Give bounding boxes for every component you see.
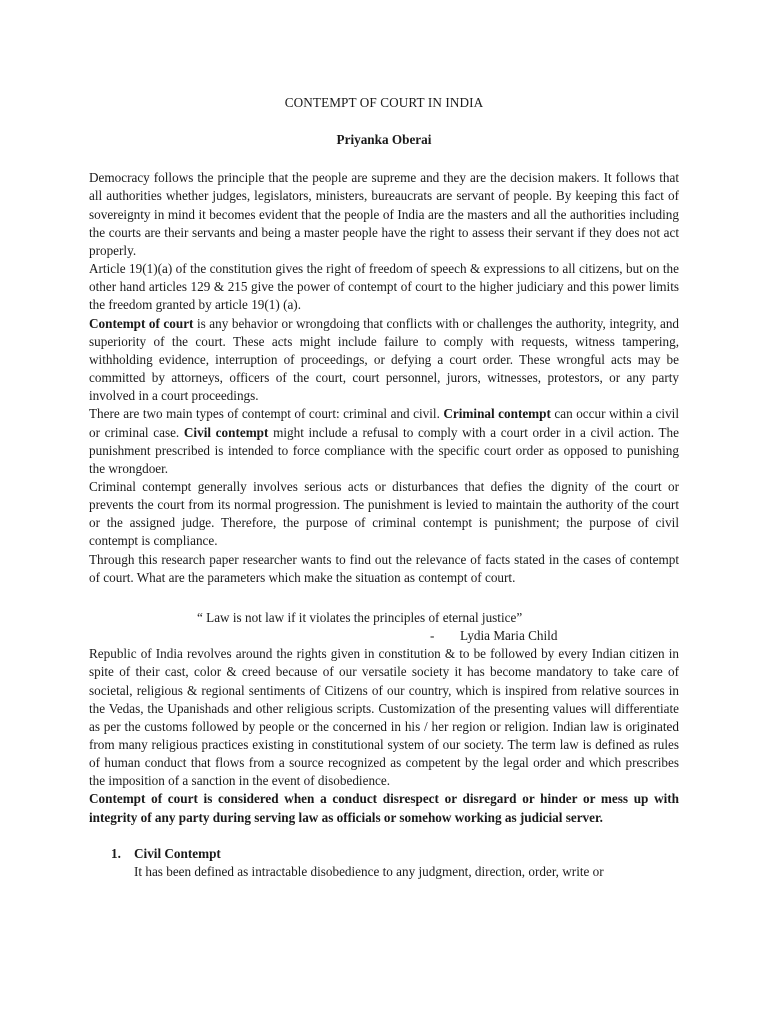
paragraph-types-of-contempt xyxy=(89,405,679,478)
list-item-body: It has been defined as intractable disobedience to any judgment, direction, order, write or xyxy=(134,863,604,879)
contempt-types-list xyxy=(89,845,679,881)
term-criminal-contempt: Criminal contempt xyxy=(443,406,551,422)
paragraph-criminal-contempt: Criminal contempt generally involves serious acts or disturbances that defies the dignity of the court or prevents the court from its normal progression. The punishment is levied to maintain the authority of the court or the assigned judge. Therefore, the purpose of criminal contempt is punishment; the purpose of civil contempt is compliance. xyxy=(89,478,679,549)
paragraph-contempt-definition xyxy=(89,315,679,406)
paragraph-republic-of-india: Republic of India revolves around the rights given in constitution & to be followed by every Indian citizen in spite of their cast, color & creed because of our versatile society it has become mandatory to take care of societal, religious & regional sentiments of Citizens of our country, which is inspired from relative sources in the Vedas, the Upanishads and other religious scripts. Customization of the presenting values will differentiate as per the customs followed by people or the concerned in his / her region or religion. Indian law is originated from many religious practices existing in constitutional system of our society. The term law is defined as rules of human conduct that flows from a source recognized as competent by the legal order and which prescribes the imposition of a sanction in the event of disobedience. xyxy=(89,646,679,789)
list-item-civil-contempt xyxy=(89,845,679,863)
attribution-author: Lydia Maria Child xyxy=(460,628,558,644)
paragraph-democracy: Democracy follows the principle that the people are supreme and they are the decision makers. It follows that all authorities whether judges, legislators, ministers, bureaucrats are servant of people. By keeping this fact of sovereignty in mind it becomes evident that the people of India are the masters and all the authorities including the courts are their servants and being a master people have the right to assess their servant if they does not act properly. xyxy=(89,170,679,258)
author-name: Priyanka Oberai xyxy=(336,132,432,148)
main-section xyxy=(89,645,679,827)
epigraph-quote: “ Law is not law if it violates the principles of eternal justice” xyxy=(197,609,523,625)
intro-section xyxy=(89,169,679,587)
attribution-dash: - xyxy=(430,628,435,644)
paragraph-contempt-considered: Contempt of court is considered when a conduct disrespect or disregard or hinder or mess up with integrity of any party during serving law as officials or somehow working as judicial server. xyxy=(89,791,679,825)
epigraph-attribution xyxy=(89,627,679,645)
term-civil-contempt: Civil contempt xyxy=(183,424,269,440)
paragraph-research-purpose: Through this research paper researcher wants to find out the relevance of facts stated in the cases of contempt of court. What are the parameters which make the situation as contempt of court. xyxy=(89,551,679,585)
term-contempt-of-court: Contempt of court xyxy=(89,315,194,331)
document-content xyxy=(89,94,679,881)
types-civil-text: might include a refusal to comply with a court order in a civil action. The punishment prescribed is intended to force compliance with the specific court order as opposed to punishing the wrongdoer. xyxy=(89,424,680,476)
list-heading: Civil Contempt xyxy=(134,845,221,861)
paragraph-contempt-definition-text: is any behavior or wrongdoing that conflicts with or challenges the authority, integrity, and superiority of the court. These acts might include failure to comply with requests, witness tampering, withholding evidence, interruption of proceedings, or defying a court order. These wrongful acts may be committed by attorneys, officers of the court, court personnel, jurors, witnesses, protestors, or any party involved in a court proceedings. xyxy=(89,315,680,404)
list-number: 1. xyxy=(111,845,121,861)
epigraph xyxy=(89,609,679,645)
types-intro-text: There are two main types of contempt of court: criminal and civil. xyxy=(89,406,444,422)
paragraph-article-19: Article 19(1)(a) of the constitution gives the right of freedom of speech & expressions to all citizens, but on the other hand articles 129 & 215 give the power of contempt of court to the higher judiciary and this power limits the freedom granted by article 19(1) (a). xyxy=(89,261,679,313)
types-criminal-text: can occur within a civil or criminal case. xyxy=(89,406,679,440)
document-title: CONTEMPT OF COURT IN INDIA xyxy=(284,95,484,110)
